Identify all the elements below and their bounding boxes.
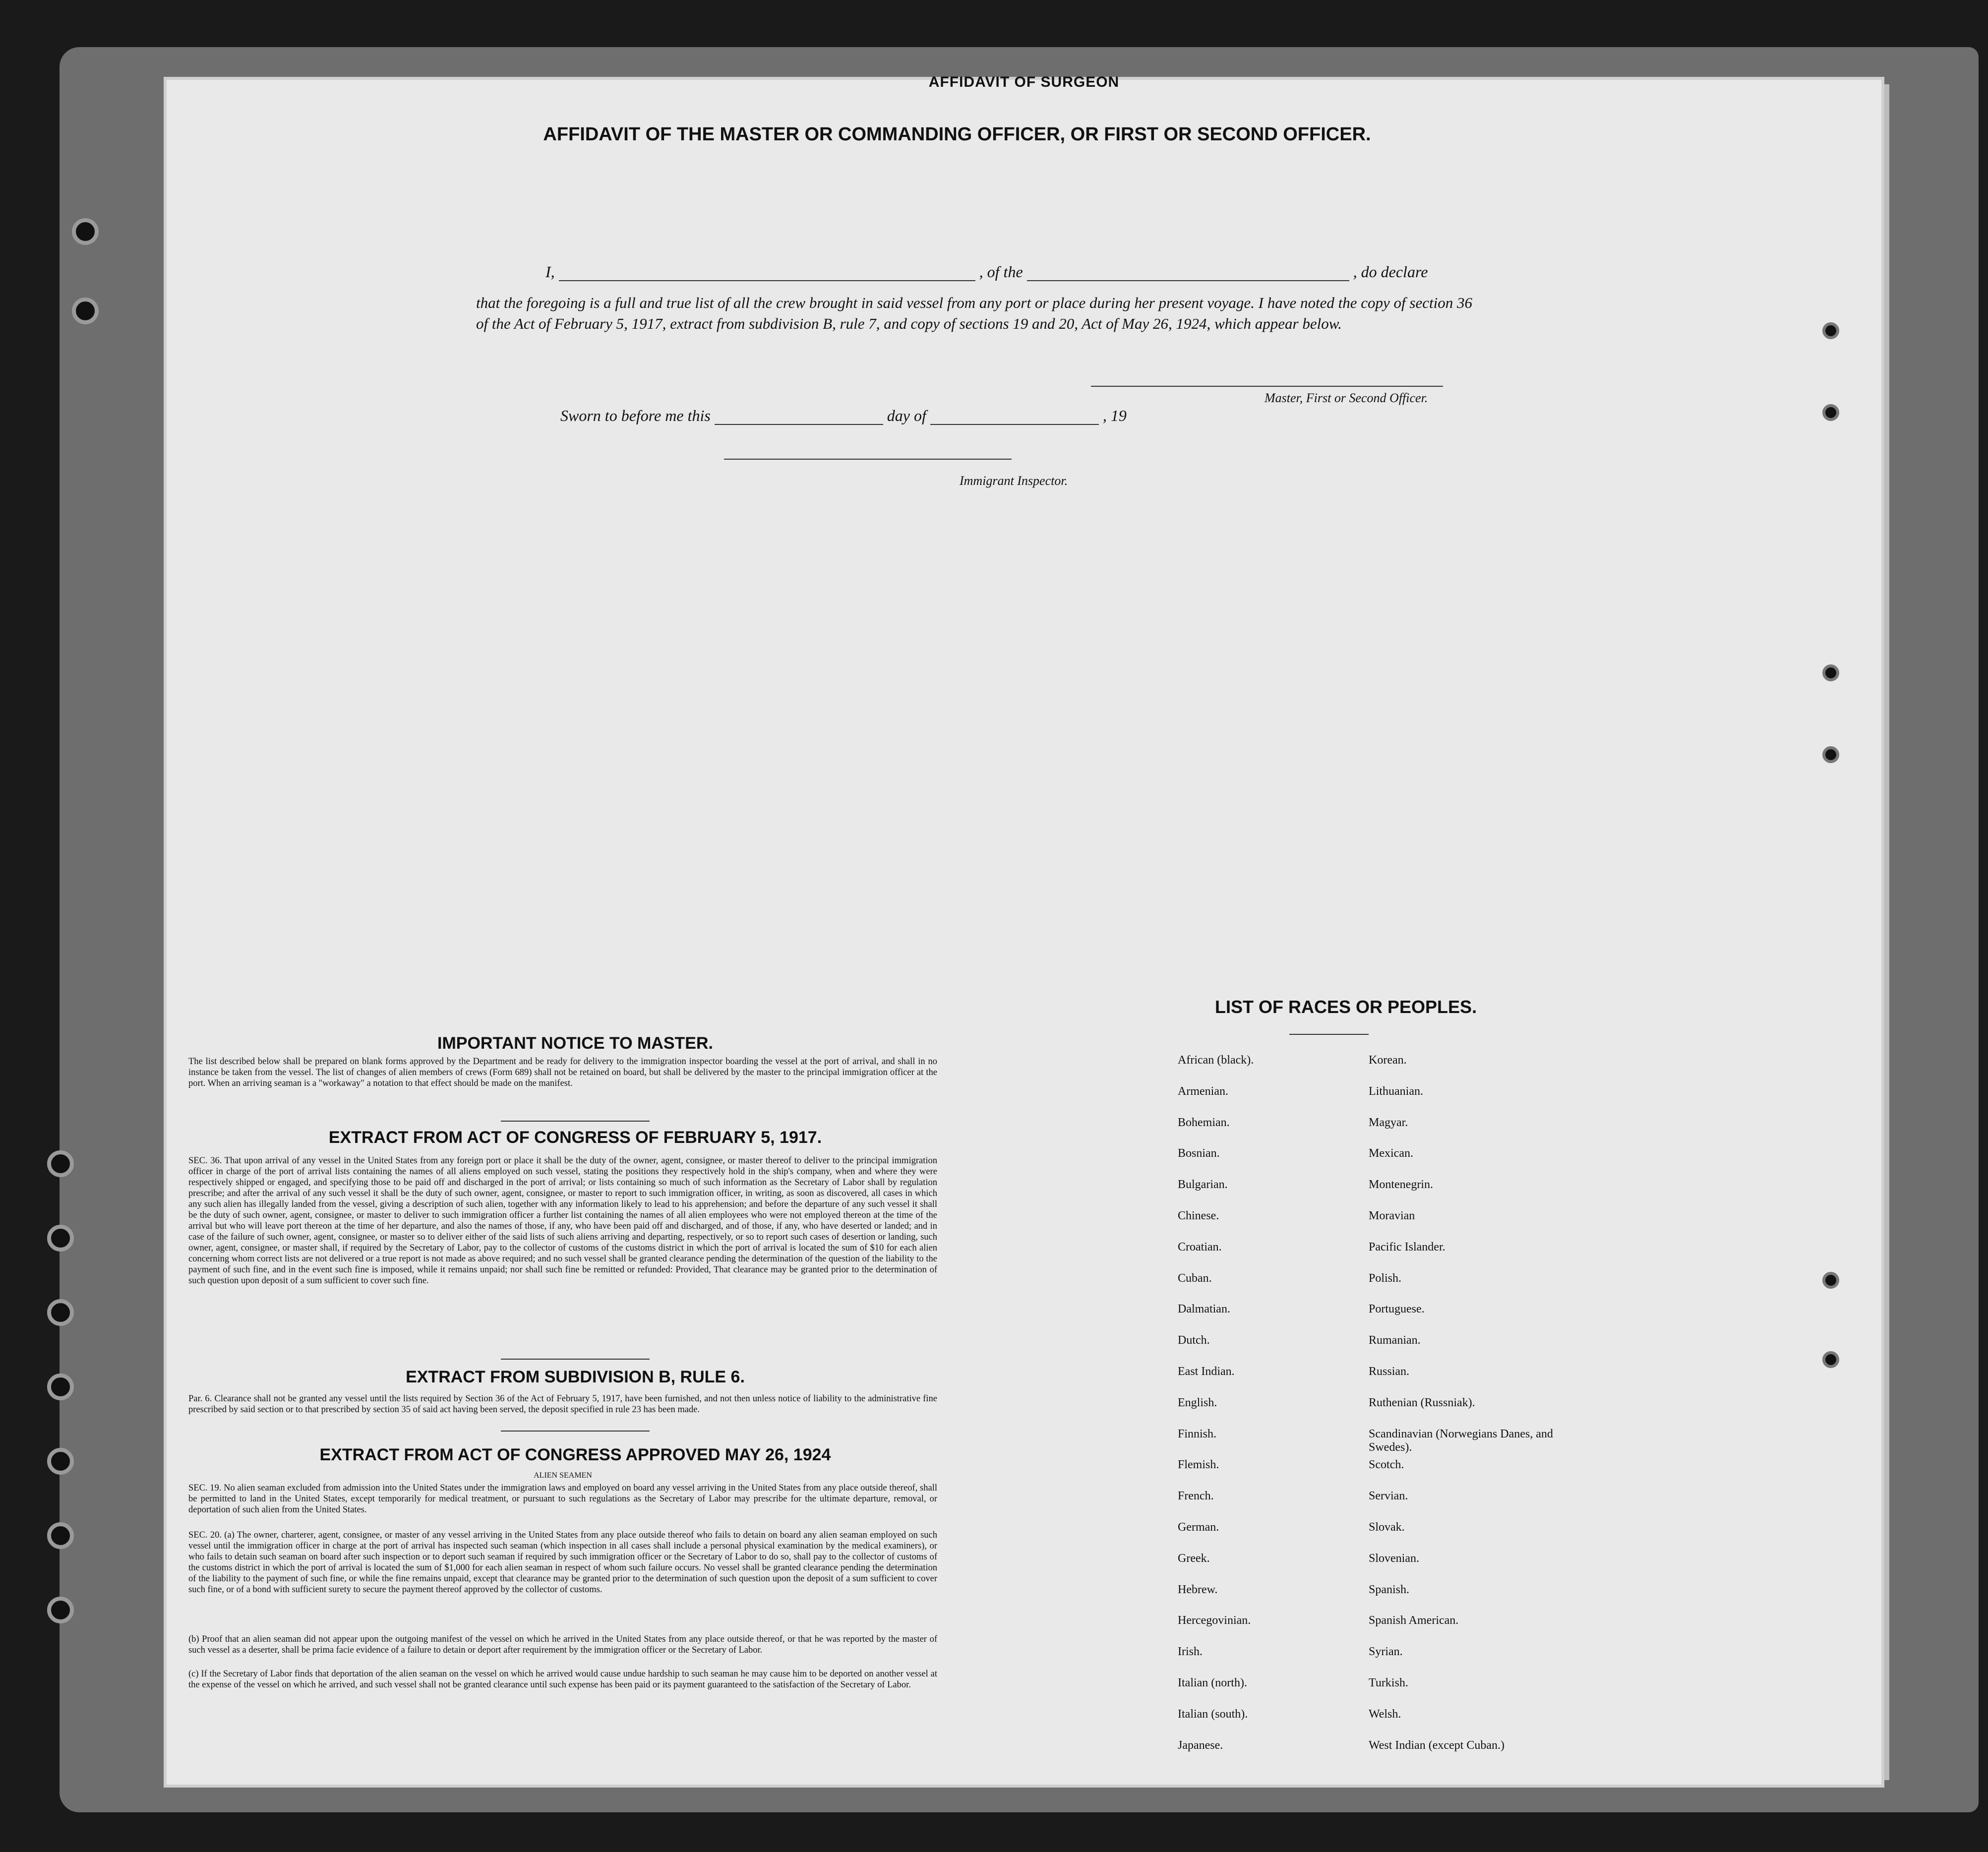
of-the-label: , of the <box>979 263 1023 281</box>
notice-heading: IMPORTANT NOTICE TO MASTER. <box>437 1034 713 1053</box>
extract-1924-sec19: SEC. 19. No alien seaman excluded from admission into the United States under the immigration laws and employed on board any vessel arriving in the United States from any place outside thereof, shall be permitted to land in the United States, except temporarily for medical treatment, or pursuant to such regulations as the Secretary of Labor may prescribe for the ultimate departure, removal, or deportation of such alien from the United States. <box>188 1483 937 1515</box>
year-prefix-label: , 19 <box>1102 407 1127 424</box>
extract-1924-heading: EXTRACT FROM ACT OF CONGRESS APPROVED MAY 26, 1924 <box>319 1445 831 1464</box>
race-item: Bosnian. <box>1178 1147 1220 1160</box>
race-item: Ruthenian (Russniak). <box>1369 1396 1475 1409</box>
notice-body: The list described below shall be prepared on blank forms approved by the Department and be ready for delivery to the immigration inspector boarding the vessel at the port of arrival, and shall in no instance be taken from the vessel. The list of changes of alien members of crews (Form 689) shall not be retained on board, but shall be delivered by the master to the principal immigration officer at the port. When an arriving seaman is a "workaway" a notation to that effect should be made on the manifest. <box>188 1057 937 1088</box>
paper-hole-icon <box>1822 746 1839 763</box>
race-item: East Indian. <box>1178 1365 1235 1378</box>
signature-line[interactable] <box>1091 386 1443 387</box>
race-item: Chinese. <box>1178 1209 1219 1222</box>
sworn-month-blank[interactable] <box>930 424 1099 425</box>
race-item: Magyar. <box>1369 1116 1408 1129</box>
divider <box>501 1359 650 1360</box>
race-item: Cuban. <box>1178 1271 1212 1285</box>
extract-1924-subheading: ALIEN SEAMEN <box>534 1471 592 1480</box>
paper-hole-icon <box>1822 664 1839 681</box>
race-item: Greek. <box>1178 1552 1210 1565</box>
race-item: Scandinavian (Norwegians Danes, and Swedes). <box>1369 1427 1553 1454</box>
race-item: Spanish American. <box>1369 1614 1459 1627</box>
binder-hole-icon <box>47 1522 74 1549</box>
race-item: Croatian. <box>1178 1240 1222 1254</box>
race-item: Hercegovinian. <box>1178 1614 1251 1627</box>
race-item: Italian (north). <box>1178 1676 1247 1689</box>
signature-label: Master, First or Second Officer. <box>1265 391 1428 405</box>
vessel-blank[interactable] <box>1027 280 1349 281</box>
paper-hole-icon <box>1822 322 1839 339</box>
races-heading: LIST OF RACES OR PEOPLES. <box>1215 997 1477 1017</box>
race-item: Japanese. <box>1178 1738 1223 1752</box>
divider <box>501 1431 650 1432</box>
race-item: Montenegrin. <box>1369 1178 1433 1192</box>
race-item: Hebrew. <box>1178 1583 1218 1596</box>
race-item: Lithuanian. <box>1369 1084 1423 1098</box>
declaration-i-label: I, <box>545 263 555 281</box>
race-item: Bohemian. <box>1178 1116 1230 1129</box>
extract-rule6-heading: EXTRACT FROM SUBDIVISION B, RULE 6. <box>406 1368 745 1386</box>
race-item: English. <box>1178 1396 1217 1409</box>
declaration-line <box>545 263 1428 281</box>
binder-hole-icon <box>47 1597 74 1623</box>
race-item: Dutch. <box>1178 1334 1210 1347</box>
race-item: Dalmatian. <box>1178 1303 1230 1316</box>
race-item: African (black). <box>1178 1054 1254 1067</box>
race-item: Flemish. <box>1178 1458 1219 1472</box>
extract-1917-body: SEC. 36. That upon arrival of any vessel in the United States from any foreign port or place it shall be the duty of the owner, agent, consignee, or master thereof to deliver to the principal immigration officer in charge of the port of arrival lists containing the names of all aliens employed on such vessel, stating the positions they respectively hold in the ship's company, when and where they were respectively shipped or engaged, and specifying those to be paid off and discharged in the port of arrival; or lists containing so much of such information as the Secretary of Labor shall by regulation prescribe; and after the arrival of any such vessel it shall be the duty of such owner, agent, consignee, or master to report to such immigration officer, in writing, as soon as discovered, all cases in which any such alien has illegally landed from the vessel, giving a description of such alien, together with any information likely to lead to his apprehension; and before the departure of any such vessel it shall be the duty of such owner, agent, consignee, or master to deliver to such immigration officer a further list containing the names of all alien employees who were not employed thereon at the time of the arrival but who will leave port thereon at the time of her departure, and also the names of those, if any, who have been paid off and discharged, and of those, if any, who have deserted or landed; and in case of the failure of such owner, agent, consignee, or master so to deliver either of the said lists of such aliens arriving and departing, respectively, or so to report such cases of desertion or landing, such owner, agent, consignee, or master shall, if required by the Secretary of Labor, pay to the collector of customs of the customs district in which the port of arrival is located the sum of $10 for each alien concerning whom correct lists are not delivered or a true report is not made as above required; and no such vessel shall be granted clearance pending the determination of the question of the liability to the payment of such fine, and in the event such fine is imposed, while it remains unpaid; nor shall such fine be remitted or refunded: Provided, That clearance may be granted prior to the determination of such question upon deposit of a sum sufficient to cover such fine. <box>188 1156 937 1286</box>
inspector-label: Immigrant Inspector. <box>960 474 1068 488</box>
page-edge <box>1884 84 1889 1780</box>
affidavit-paragraph: that the foregoing is a full and true list of all the crew brought in said vessel from any port or place during her present voyage. I have noted the copy of section 36 of the Act of February 5, 1917, extract from subdivision B, rule 7, and copy of sections 19 and 20, Act of May 26, 1924, which appear below. <box>476 294 1472 332</box>
sworn-line <box>560 407 1127 425</box>
race-item: Moravian <box>1369 1209 1415 1222</box>
name-blank[interactable] <box>559 280 975 281</box>
paper-hole-icon <box>1822 404 1839 421</box>
extract-1924-sec20a: SEC. 20. (a) The owner, charterer, agent, consignee, or master of any vessel arriving in the United States from any place outside thereof who fails to detain on board any alien seaman employed on such vessel until the immigration officer in charge at the port of arrival has inspected such seaman (which inspection in all cases shall include a personal physical examination by the medical examiners), or who fails to detain such seaman on board after such inspection or to deport such seaman if required by such immigration officer or the Secretary of Labor to do so, shall pay to the collector of customs of the customs district in which the port of arrival is located the sum of $1,000 for each alien seaman in respect of whom such failure occurs. No vessel shall be granted clearance pending the determination of the liability to the payment of such fine, or while the fine remains unpaid, except that clearance may be granted prior to the determination of such question upon the deposit of a sum sufficient to cover such fine, or of a bond with sufficient surety to secure the payment thereof approved by the collector of customs. <box>188 1530 937 1595</box>
race-item: Syrian. <box>1369 1645 1403 1659</box>
top-label: AFFIDAVIT OF SURGEON <box>928 74 1120 90</box>
race-item: West Indian (except Cuban.) <box>1369 1738 1505 1752</box>
race-item: Irish. <box>1178 1645 1203 1659</box>
race-item: Italian (south). <box>1178 1707 1248 1721</box>
binder-hole-icon <box>47 1374 74 1400</box>
race-item: Slovenian. <box>1369 1552 1419 1565</box>
race-item: Pacific Islander. <box>1369 1240 1446 1254</box>
paper-hole-icon <box>1822 1272 1839 1289</box>
divider <box>501 1121 650 1122</box>
affidavit-heading: AFFIDAVIT OF THE MASTER OR COMMANDING OFFICER, OR FIRST OR SECOND OFFICER. <box>543 124 1371 145</box>
race-item: Polish. <box>1369 1271 1402 1285</box>
day-of-label: day of <box>887 407 926 424</box>
extract-1924-sec20b: (b) Proof that an alien seaman did not appear upon the outgoing manifest of the vessel on which he arrived in the United States from any place outside thereof, or that he was reported by the master of such vessel as a deserter, shall be prima facie evidence of a failure to detain or deport after requirement by the immigration officer or the Secretary of Labor. <box>188 1634 937 1655</box>
race-item: Slovak. <box>1369 1521 1405 1534</box>
race-item: Scotch. <box>1369 1458 1404 1472</box>
race-item: Armenian. <box>1178 1084 1228 1098</box>
binder-hole-icon <box>47 1225 74 1252</box>
extract-1917-heading: EXTRACT FROM ACT OF CONGRESS OF FEBRUARY 5, 1917. <box>328 1128 822 1147</box>
race-item: Welsh. <box>1369 1707 1401 1721</box>
sworn-label: Sworn to before me this <box>560 407 711 424</box>
race-item: Servian. <box>1369 1490 1408 1503</box>
binder-hole-icon <box>72 298 99 324</box>
inspector-line[interactable] <box>724 459 1012 460</box>
paper-hole-icon <box>1822 1351 1839 1368</box>
sworn-day-blank[interactable] <box>715 424 883 425</box>
race-item: Turkish. <box>1369 1676 1408 1689</box>
do-declare-label: , do declare <box>1353 263 1428 281</box>
race-item: French. <box>1178 1490 1214 1503</box>
race-item: Spanish. <box>1369 1583 1410 1596</box>
race-item: Rumanian. <box>1369 1334 1421 1347</box>
race-item: German. <box>1178 1521 1219 1534</box>
binder-hole-icon <box>47 1299 74 1326</box>
binder-hole-icon <box>47 1150 74 1177</box>
race-item: Russian. <box>1369 1365 1410 1378</box>
race-item: Mexican. <box>1369 1147 1413 1160</box>
divider <box>1289 1034 1369 1035</box>
extract-1924-sec20c: (c) If the Secretary of Labor finds that deportation of the alien seaman on the vessel on which he arrived would cause undue hardship to such seaman he may cause him to be deported on another vessel at the expense of the vessel on which he arrived, and such vessel shall not be granted clearance until such expense has been paid or its payment guaranteed to the satisfaction of the Secretary of Labor. <box>188 1669 937 1690</box>
race-item: Finnish. <box>1178 1427 1217 1440</box>
race-item: Korean. <box>1369 1054 1407 1067</box>
race-item: Bulgarian. <box>1178 1178 1228 1192</box>
extract-rule6-body: Par. 6. Clearance shall not be granted any vessel until the lists required by Section 36 of the Act of February 5, 1917, have been furnished, and not then unless notice of liability to the administrative fine prescribed by said section or to that prescribed by section 35 of said act having been served, the deposit specified in rule 23 has been made. <box>188 1394 937 1415</box>
binder-hole-icon <box>72 218 99 245</box>
race-item: Portuguese. <box>1369 1303 1425 1316</box>
binder-hole-icon <box>47 1448 74 1475</box>
